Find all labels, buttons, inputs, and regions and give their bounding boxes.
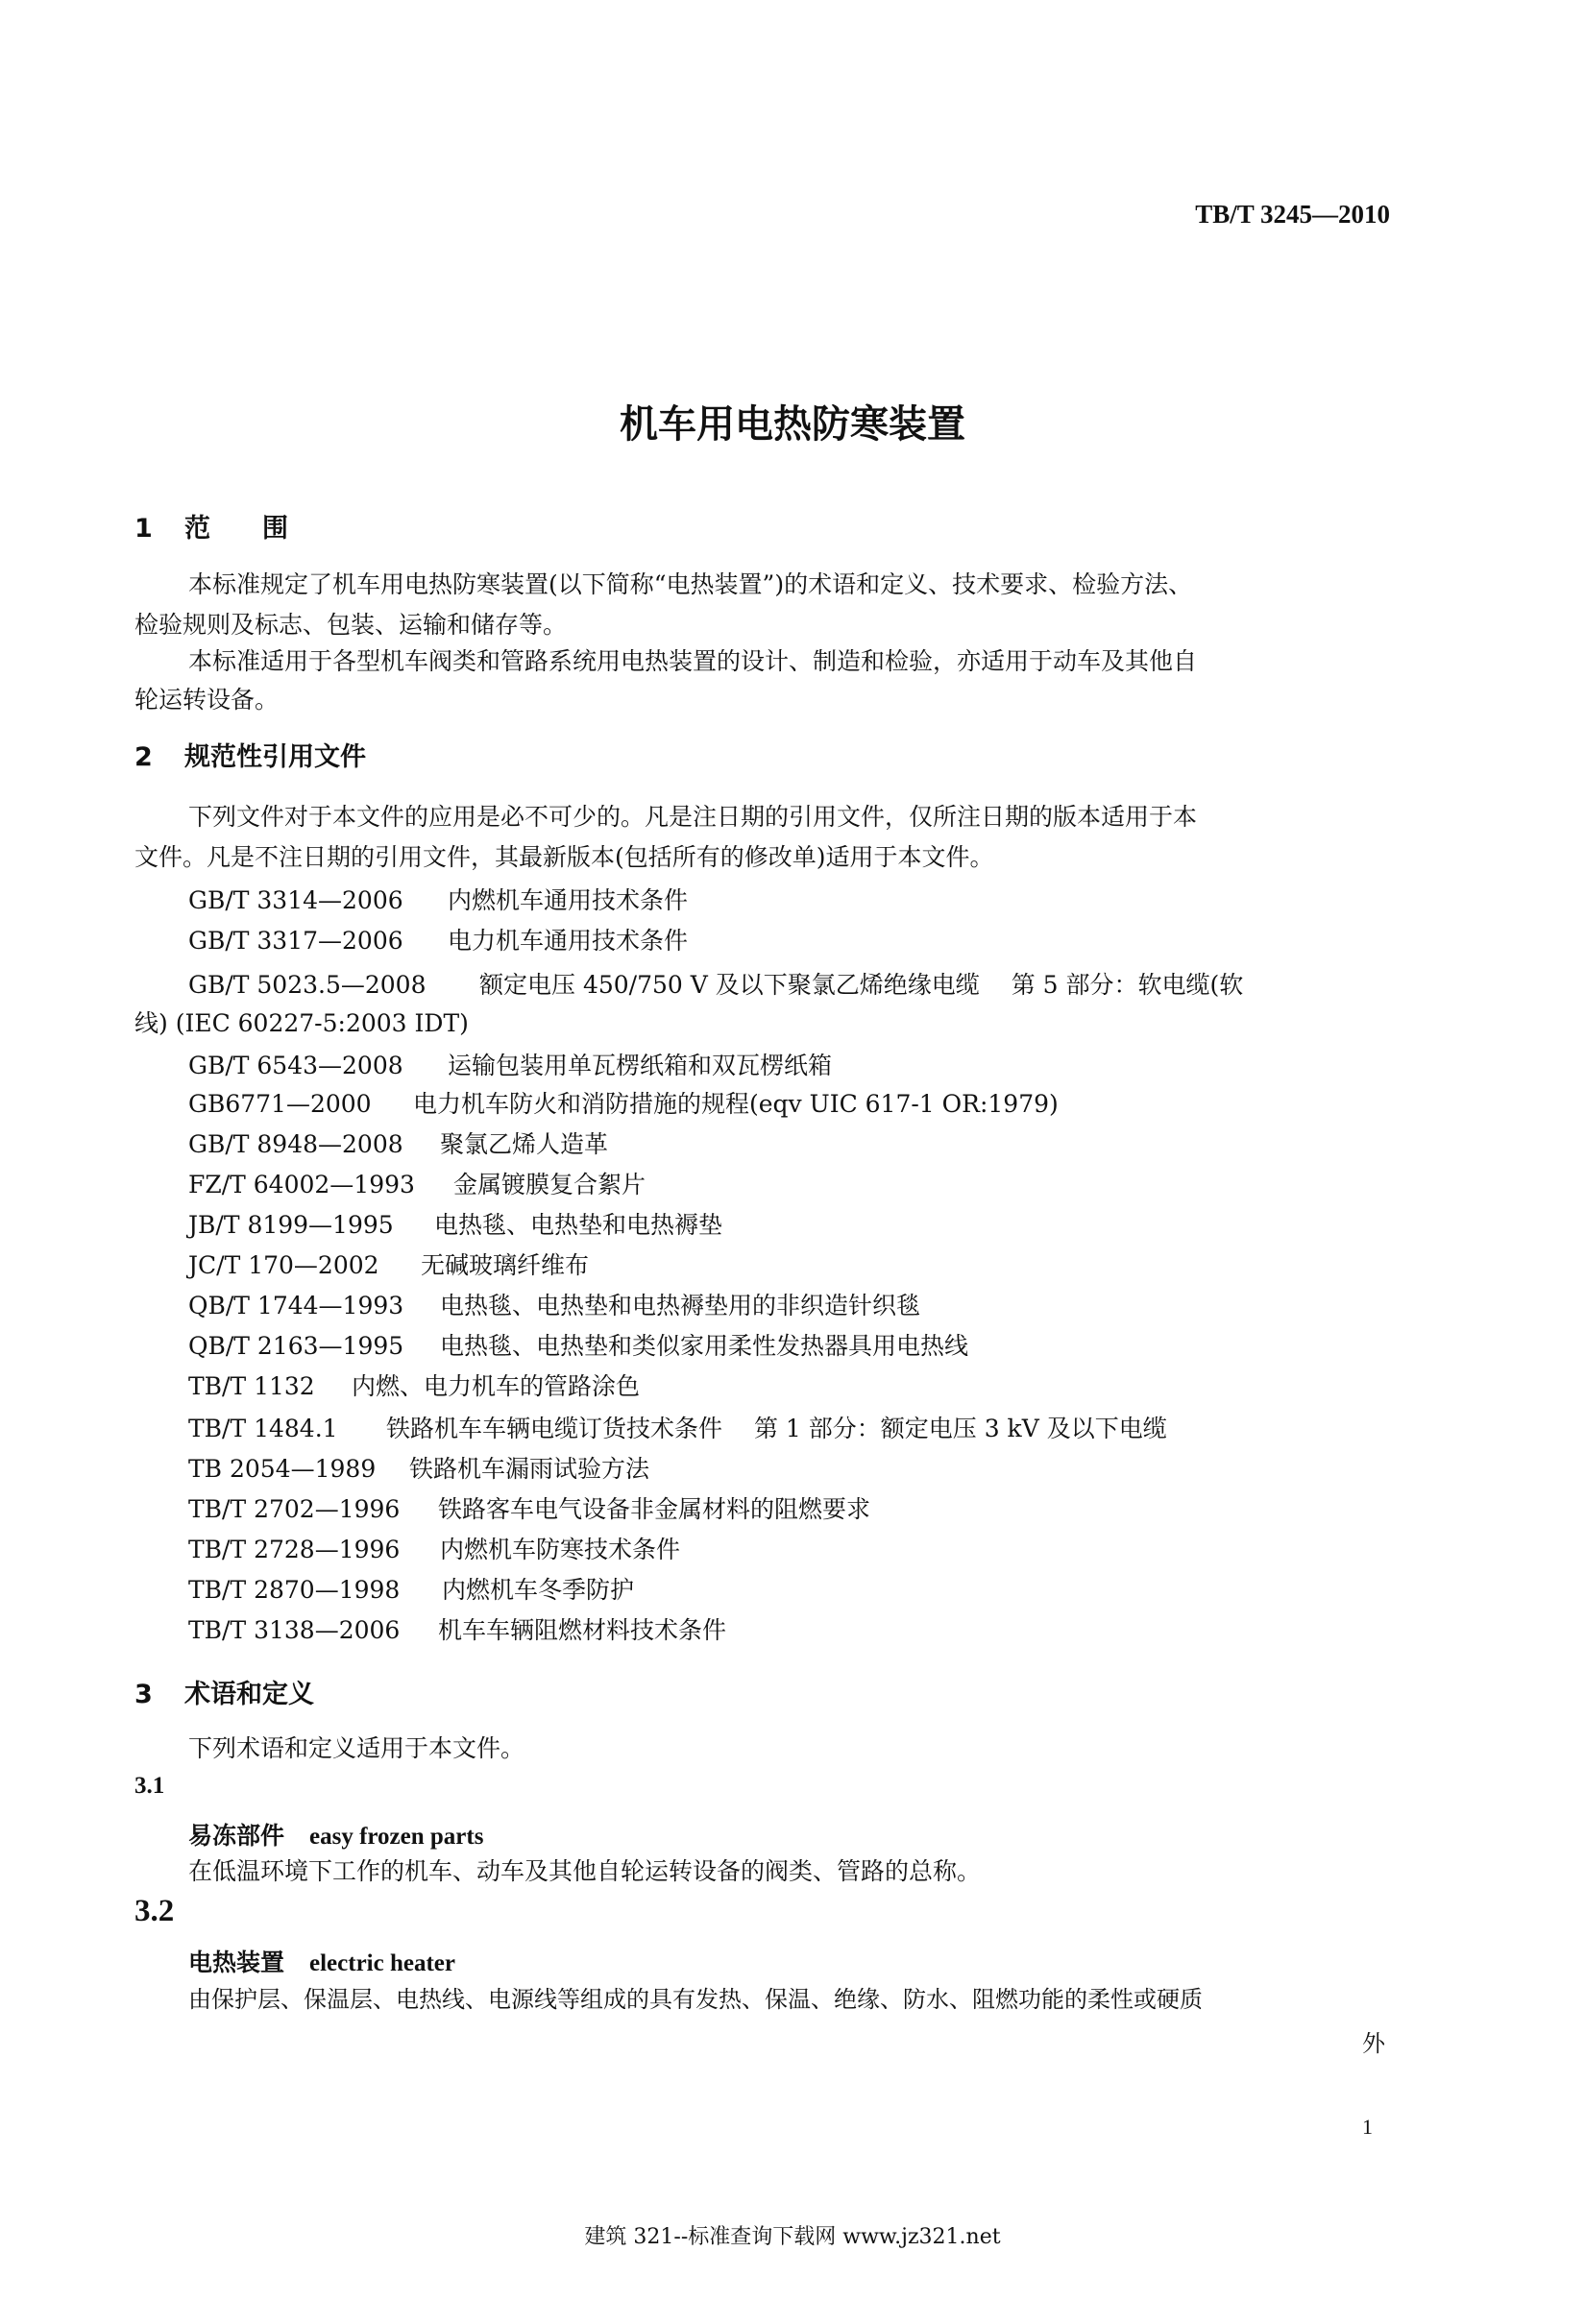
reference-title: 运输包装用单瓦楞纸箱和双瓦楞纸箱 <box>448 1052 833 1079</box>
reference-code: GB/T 3317—2006 <box>188 927 403 955</box>
reference-code: TB/T 1484.1 <box>188 1415 338 1442</box>
term-entry <box>188 1817 483 1852</box>
reference-item <box>188 1085 1059 1120</box>
reference-code: GB/T 8948—2008 <box>188 1130 403 1158</box>
reference-item <box>188 1126 608 1160</box>
reference-code: 线) (IEC 60227-5:2003 IDT) <box>134 1009 469 1037</box>
reference-code: FZ/T 64002—1993 <box>188 1171 415 1198</box>
reference-code: QB/T 2163—1995 <box>188 1332 404 1360</box>
reference-item <box>188 882 688 916</box>
term-definition: 在低温环境下工作的机车、动车及其他自轮运转设备的阀类、管路的总称。 <box>188 1857 982 1885</box>
page-number: 1 <box>1362 2115 1373 2139</box>
term-number: 3.2 <box>134 1894 175 1928</box>
section-2-heading <box>134 736 366 773</box>
reference-code: GB/T 3314—2006 <box>188 886 403 914</box>
paragraph-line: 下列术语和定义适用于本文件。 <box>188 1734 525 1762</box>
reference-title: 金属镀膜复合絮片 <box>453 1171 646 1198</box>
reference-code: GB6771—2000 <box>188 1090 372 1118</box>
paragraph-line: 轮运转设备。 <box>134 686 280 714</box>
section-3-heading <box>134 1673 314 1710</box>
term-chinese: 易冻部件 <box>188 1822 285 1850</box>
reference-title: 内燃机车冬季防护 <box>442 1576 635 1604</box>
reference-item <box>188 1571 634 1606</box>
reference-code: GB/T 6543—2008 <box>188 1052 403 1079</box>
reference-item <box>188 1287 920 1321</box>
reference-item <box>188 1327 968 1362</box>
term-definition-continuation: 外 <box>1362 2030 1385 2057</box>
reference-item <box>188 966 1243 1001</box>
reference-title: 电热毯、电热垫和类似家用柔性发热器具用电热线 <box>440 1332 969 1360</box>
reference-code: JB/T 8199—1995 <box>188 1211 394 1239</box>
section-title: 术语和定义 <box>184 1680 314 1709</box>
reference-title: 电力机车通用技术条件 <box>448 927 689 955</box>
reference-item <box>188 1531 680 1565</box>
reference-code: TB/T 1132 <box>188 1372 315 1400</box>
reference-title: 铁路机车漏雨试验方法 <box>409 1455 650 1483</box>
section-number: 3 <box>134 1680 153 1709</box>
reference-item <box>188 1166 646 1200</box>
paragraph-line: 下列文件对于本文件的应用是必不可少的。凡是注日期的引用文件，仅所注日期的版本适用于本 <box>188 803 1198 831</box>
term-number: 3.1 <box>134 1773 165 1799</box>
term-definition: 由保护层、保温层、电热线、电源线等组成的具有发热、保温、绝缘、防水、阻燃功能的柔性或硬质 <box>188 1986 1203 2013</box>
reference-code: JC/T 170—2002 <box>188 1251 379 1279</box>
reference-title: 铁路客车电气设备非金属材料的阻燃要求 <box>438 1495 871 1523</box>
section-number: 2 <box>134 742 153 772</box>
reference-code: GB/T 5023.5—2008 <box>188 971 427 999</box>
section-number: 1 <box>134 514 153 544</box>
reference-item <box>188 1247 589 1281</box>
reference-title: 内燃机车通用技术条件 <box>448 886 689 914</box>
paragraph-line: 检验规则及标志、包装、运输和储存等。 <box>134 611 568 639</box>
reference-title: 铁路机车车辆电缆订货技术条件 第 1 部分：额定电压 3 kV 及以下电缆 <box>386 1415 1167 1442</box>
reference-item <box>188 1490 870 1525</box>
term-chinese: 电热装置 <box>188 1949 285 1976</box>
paragraph-line: 文件。凡是不注日期的引用文件，其最新版本(包括所有的修改单)适用于本文件。 <box>134 843 994 871</box>
section-title: 范 围 <box>184 514 288 544</box>
paragraph-line: 本标准规定了机车用电热防寒装置(以下简称“电热装置”)的术语和定义、技术要求、检验方法、 <box>188 570 1193 598</box>
footer-watermark: 建筑 321--标准查询下载网 www.jz321.net <box>584 2225 1001 2249</box>
reference-code: QB/T 1744—1993 <box>188 1292 404 1319</box>
section-1-heading <box>134 507 288 545</box>
reference-code: TB/T 2728—1996 <box>188 1536 401 1563</box>
reference-item <box>188 1450 649 1485</box>
reference-title: 聚氯乙烯人造革 <box>440 1130 609 1158</box>
reference-title: 电力机车防火和消防措施的规程(eqv UIC 617-1 OR:1979) <box>413 1090 1059 1118</box>
term-entry <box>188 1944 455 1978</box>
reference-item <box>188 1368 640 1402</box>
reference-title: 电热毯、电热垫和电热褥垫用的非织造针织毯 <box>440 1292 921 1319</box>
term-english: easy frozen parts <box>309 1824 484 1850</box>
reference-title: 内燃机车防寒技术条件 <box>440 1536 681 1563</box>
reference-item <box>188 1206 722 1241</box>
reference-title: 电热毯、电热垫和电热褥垫 <box>434 1211 723 1239</box>
reference-item <box>188 1410 1167 1444</box>
reference-item <box>188 1047 832 1081</box>
reference-code: TB/T 2870—1998 <box>188 1576 401 1604</box>
page-title: 机车用电热防寒装置 <box>620 402 965 447</box>
reference-title: 内燃、电力机车的管路涂色 <box>352 1372 641 1400</box>
reference-item-continuation <box>134 1005 469 1039</box>
reference-code: TB/T 3138—2006 <box>188 1616 401 1644</box>
reference-code: TB/T 2702—1996 <box>188 1495 401 1523</box>
reference-title: 额定电压 450/750 V 及以下聚氯乙烯绝缘电缆 第 5 部分：软电缆(软 <box>479 971 1244 999</box>
standard-number: TB/T 3245—2010 <box>1195 200 1390 229</box>
reference-title: 机车车辆阻燃材料技术条件 <box>438 1616 727 1644</box>
section-title: 规范性引用文件 <box>184 742 366 772</box>
reference-item <box>188 1611 726 1646</box>
reference-title: 无碱玻璃纤维布 <box>421 1251 590 1279</box>
paragraph-line: 本标准适用于各型机车阀类和管路系统用电热装置的设计、制造和检验，亦适用于动车及其他自 <box>188 647 1198 675</box>
reference-item <box>188 922 688 956</box>
term-english: electric heater <box>309 1950 455 1976</box>
reference-code: TB 2054—1989 <box>188 1455 377 1483</box>
